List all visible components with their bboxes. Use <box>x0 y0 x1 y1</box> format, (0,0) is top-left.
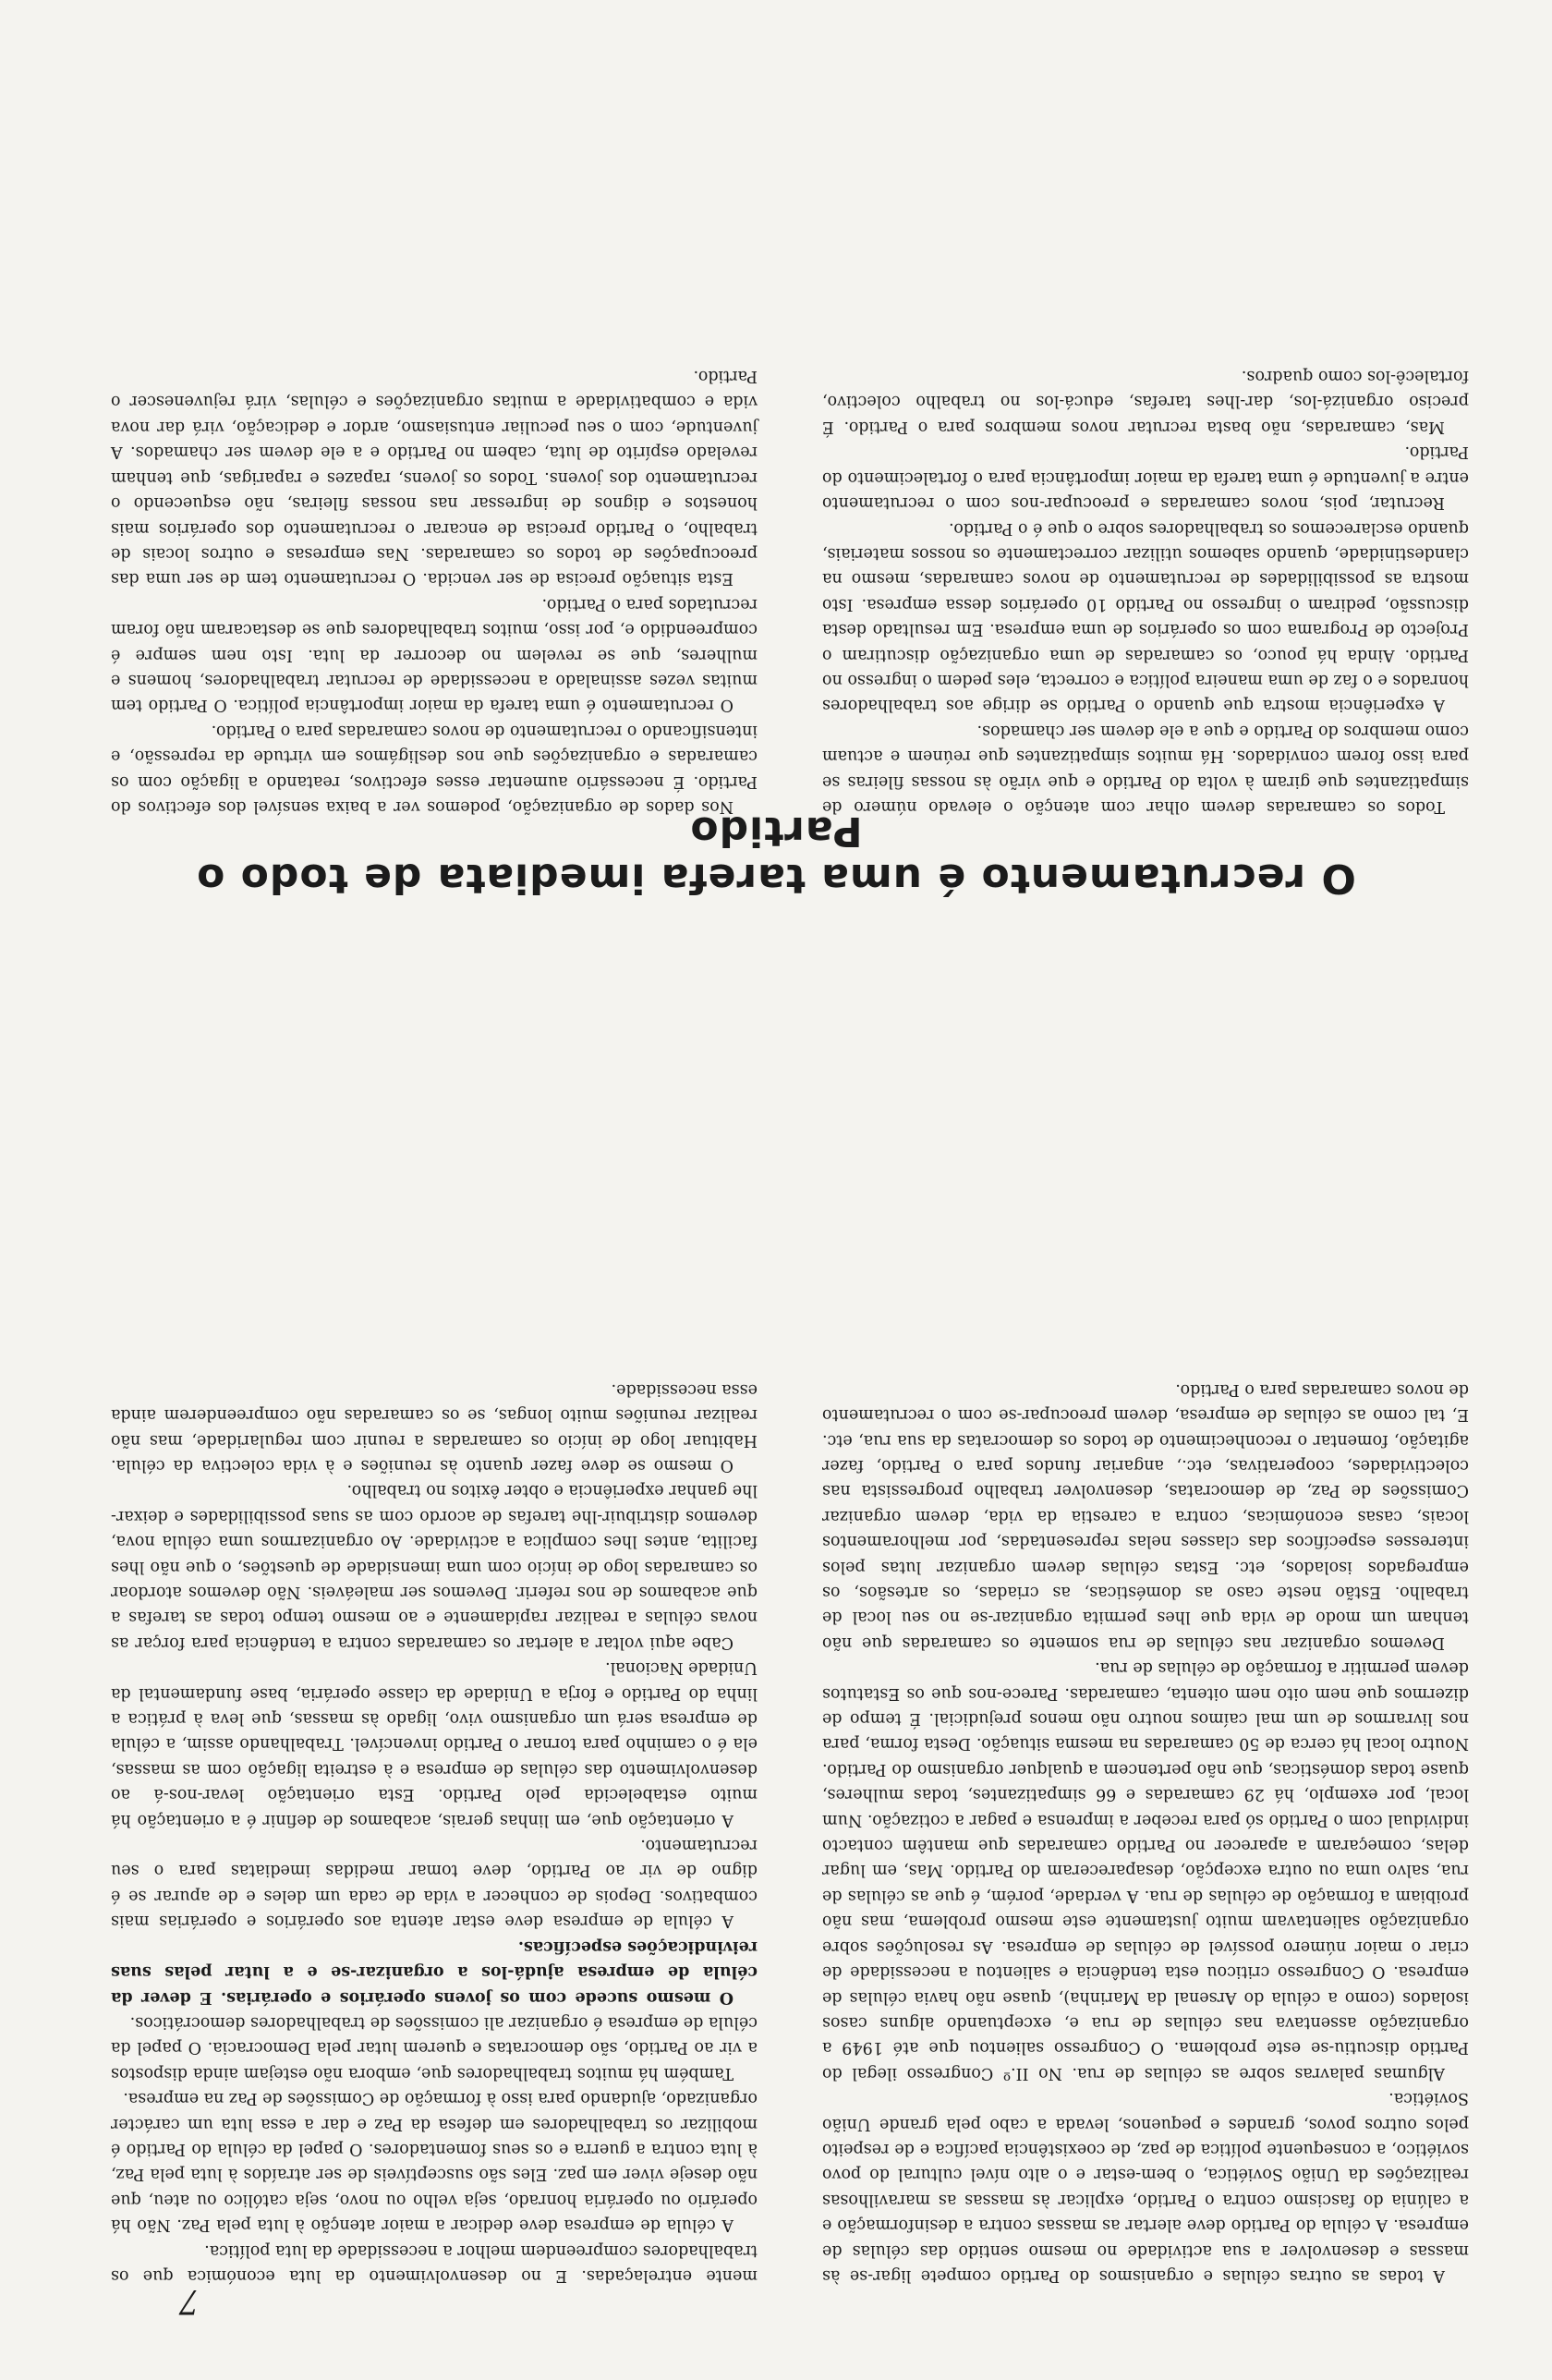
paragraph: Também há muitos trabalhadores que, embora não estejam ainda dispostos a vir ao Partido, são democratas e querem lutar pela Democracia. O papel da célula de empresa é organizar ali comissões de trabalhadores democráticos. <box>111 2012 758 2082</box>
paragraph: O recrutamento é uma tarefa da maior importância política. O Partido tem muitas vezes assinalado a necessidade de recrutar trabalhadores, homens e mulheres, que se revelem no decorrer da luta. Isto nem sempre é compreendido e, por isso, muitos trabalhadores que se destacaram não foram recrutados para o Partido. <box>111 594 758 715</box>
paragraph: mente entrelaçadas. E no desenvolvimento da luta económica que os trabalhadores compreendem melhor a necessidade da luta política. <box>111 2240 758 2285</box>
paragraph: O mesmo sucede com os jovens operários e operárias. E dever da célula de empresa ajudá-los a organizar-se e a lutar pelas suas reivindicações específicas. <box>111 1937 758 2007</box>
paragraph: A todas as outras células e organismos do Partido compete ligar-se às massas e desenvolver a sua actividade no mesmo sentido das células de empresa. A célula do Partido deve alertar as massas contra a desinformação e a calúnia do fascismo contra o Partido, explicar às massas as maravilhosas realizações da União Soviética, o bem-estar e o alto nível cultural do povo soviético, a consequente política de paz, de coexistência pacífica e de respeito pelos outros povos, grandes e pequenos, levada a cabo pela grande União Soviética. <box>822 2089 1469 2285</box>
paragraph: Mas, camaradas, não basta recrutar novos membros para o Partido. É preciso organizá-los, dar-lhes tarefas, educá-los no trabalho colectivo, fortalecê-los como quadros. <box>822 367 1469 436</box>
paragraph: A experiência mostra que quando o Partido se dirige aos trabalhadores honrados e o faz de uma maneira política e correcta, eles pedem o ingresso no Partido. Ainda há pouco, os camaradas de uma organização discutiram o Projecto de Programa com os operários de uma empresa. Em resultado desta discussão, pediram o ingresso no Partido 10 operários dessa empresa. Isto mostra as possibilidades de recrutamento de novos camaradas, mesmo na clandestinidade, quando sabemos utilizar correctamente os nossos materiais, quando esclarecemos os trabalhadores sobre o que é o Partido. <box>822 518 1469 715</box>
column-upper-right <box>111 920 758 2288</box>
paragraph: Nos dados de organização, podemos ver a baixa sensível dos efectivos do Partido. É necessário aumentar esses efectivos, reatando a ligação com os camaradas e organizações que nos desligámos em virtude da repressão, e intensificando o recrutamento de novos camaradas para o Partido. <box>111 721 758 816</box>
column-lower-right <box>111 61 758 819</box>
paragraph: Recrutar, pois, novos camaradas e preocupar-nos com o recrutamento entre a juventude é uma tarefa da maior importância para o fortalecimento do Partido. <box>822 443 1469 513</box>
column-upper-left <box>822 920 1469 2288</box>
paragraph: O mesmo se deve fazer quanto às reuniões e à vida colectiva da célula. Habituar logo de início os camaradas a reunir com regularidade, mas não realizar reuniões muito longas, se os camaradas não compreenderem ainda essa necessidade. <box>111 1379 758 1475</box>
column-lower-left <box>822 61 1469 819</box>
paragraph: Devemos organizar nas células de rua somente os camaradas que não tenham um modo de vida que lhes permita organizar-se no seu local de trabalho. Estão neste caso as domésticas, as criadas, os artesãos, os empregados isolados, etc. Estas células devem organizar lutas pelos interesses específicos das classes nelas representadas, por melhoramentos locais, casas económicas, contra a carestia da vida, devem organizar Comissões de Paz, de democratas, desenvolver trabalho progressista nas colectividades, cooperativas, etc., angariar fundos para o Partido, fazer agitação, fomentar o reconhecimento de todos os democratas da sua rua, etc. E, tal como as células de empresa, devem preocupar-se com o recrutamento de novos camaradas para o Partido. <box>822 1379 1469 1652</box>
paragraph: A célula de empresa deve dedicar a maior atenção à luta pela Paz. Não há operário ou operária honrado, seja velho ou novo, seja católico ou ateu, que não deseje viver em paz. Eles são susceptíveis de ser atraídos à luta pela Paz, à luta contra a guerra e os seus fomentadores. O papel da célula do Partido é mobilizar os trabalhadores em defesa da Paz e dar a essa luta um carácter organizado, ajudando para isso à formação de Comissões de Paz na empresa. <box>111 2089 758 2235</box>
paragraph: A célula de empresa deve estar atenta aos operários e operárias mais combativos. Depois de conhecer a vida de cada um deles e de apurar se é digno de vir ao Partido, deve tomar medidas imediatas para o seu recrutamento. <box>111 1836 758 1931</box>
page-number: 7 <box>180 2282 199 2324</box>
paragraph: A orientação que, em linhas gerais, acabamos de definir é a orientação há muito estabelecida pelo Partido. Esta orientação levar-nos-á ao desenvolvimento das células de empresa e à estreita ligação com as massas, ela é o caminho para tornar o Partido invencível. Trabalhando assim, a célula de empresa será um organismo vivo, ligado às massas, que leva à prática a linha do Partido e forja a Unidade da classe operária, base fundamental da Unidade Nacional. <box>111 1658 758 1829</box>
paragraph: Cabe aqui voltar a alertar os camaradas contra a tendência para forçar as novas células a realizar rapidamente e ao mesmo tempo todas as tarefas a que acabamos de nos referir. Devemos ser maleáveis. Não devemos atordoar os camaradas logo de início com uma imensidade de questões, o que não lhes facilita, antes lhes complica a actividade. Ao organizarmos uma célula nova, devemos distribuir-lhe tarefas de acordo com as suas possibilidades e deixar-lhe ganhar experiência e obter êxitos no trabalho. <box>111 1481 758 1652</box>
paragraph: Esta situação precisa de ser vencida. O recrutamento tem de ser uma das preocupações de todos os camaradas. Nas empresas e outros locais de trabalho, o Partido precisa de encarar o recrutamento dos operários mais honestos e dignos de ingressar nas nossas fileiras, não esquecendo o recrutamento dos jovens. Todos os jovens, rapazes e raparigas, que tenham revelado espírito de luta, cabem no Partido e a ele devem ser chamados. A juventude, com o seu peculiar entusiasmo, ardor e dedicação, virá dar nova vida e combatividade a muitas organizações e células, virá rejuvenescer o Partido. <box>111 367 758 589</box>
article-headline: O recrutamento é uma tarefa imediata de todo o Partido <box>196 808 1356 902</box>
paragraph: Algumas palavras sobre as células de rua. No II.º Congresso ilegal do Partido discutiu-se este problema. O Congresso salientou que até 1949 a organização assentava nas células de rua e, exceptuando alguns casos isolados (como a célula do Arsenal da Marinha), quase não havia células de empresa. O Congresso criticou esta tendência e salientou a necessidade de criar o maior número possível de células de empresa. As resoluções sobre organização salientavam muito justamente este mesmo problema, mas não proibiam a formação de células de rua. A verdade, porém, é que as células de rua, salvo uma ou outra excepção, desapareceram do Partido. Mas, em lugar delas, começaram a aparecer no Partido camaradas que mantêm contacto individual com o Partido só para receber a imprensa e pagar a cotização. Num local, por exemplo, há 29 camaradas e 66 simpatizantes, todas mulheres, quase todas domésticas, que não pertencem a qualquer organismo do Partido. Noutro local há cerca de 50 camaradas na mesma situação. Desta forma, para nos livrarmos de um mal caímos noutro não menos prejudicial. É tempo de dizermos que nem oito nem oitenta, camaradas. Parece-nos que os Estatutos devem permitir a formação de células de rua. <box>822 1658 1469 2082</box>
paragraph: Todos os camaradas devem olhar com atenção o elevado número de simpatizantes que giram à volta do Partido e que virão às nossas fileiras se para isso forem convidados. Há muitos simpatizantes que reúnem e actuam como membros do Partido e que a ele devem ser chamados. <box>822 721 1469 816</box>
